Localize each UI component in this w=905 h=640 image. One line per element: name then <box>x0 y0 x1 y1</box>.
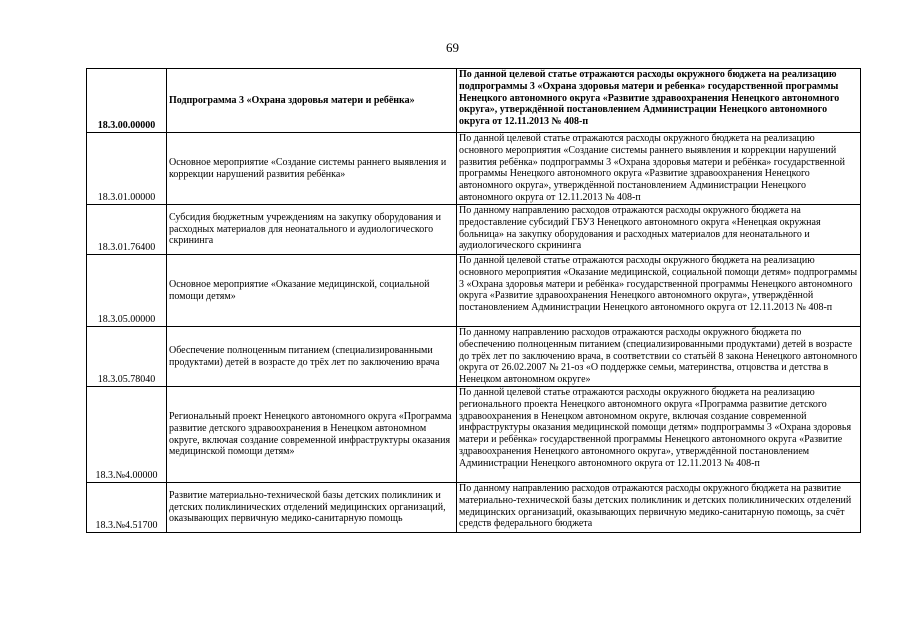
table-row <box>87 205 861 255</box>
page-number: 69 <box>446 40 459 55</box>
code-cell: 18.3.01.76400 <box>87 205 167 255</box>
name-cell: Обеспечение полноценным питанием (специализированными продуктами) детей в возрасте до трёх лет по заключению врача <box>167 327 457 387</box>
table-row <box>87 133 861 205</box>
name-cell: Подпрограмма 3 «Охрана здоровья матери и ребёнка» <box>167 69 457 133</box>
name-cell: Развитие материально-технической базы детских поликлиник и детских поликлинических отделений медицинских организаций, оказывающих первичную медико-санитарную помощь <box>167 483 457 533</box>
code-cell: 18.3.01.00000 <box>87 133 167 205</box>
table-row <box>87 483 861 533</box>
table-row <box>87 327 861 387</box>
description-cell: По данному направлению расходов отражаются расходы окружного бюджета на предоставление субсидий ГБУЗ Ненецкого автономного округа «Ненецкая окружная больница» на закупку оборудования и расходных материалов для неонатального и аудиологического скрининга <box>457 205 861 255</box>
description-cell: По данной целевой статье отражаются расходы окружного бюджета на реализацию регионального проекта Ненецкого автономного округа «Программа развитие детского здравоохранения в Ненецком автономном округе, включая создание современной инфраструктуры оказания медицинской помощи детям» подпрограммы 3 «Охрана здоровья матери и ребёнка» государственной программы Ненецкого автономного округа «Развитие здравоохранения Ненецкого автономного округа», утверждённой постановлением Администрации Ненецкого автономного округа от 12.11.2013 № 408-п <box>457 387 861 483</box>
name-cell: Субсидия бюджетным учреждениям на закупку оборудования и расходных материалов для неонатального и аудиологического скрининга <box>167 205 457 255</box>
code-cell: 18.3.№4.51700 <box>87 483 167 533</box>
table-row <box>87 387 861 483</box>
budget-classification-table <box>86 68 861 533</box>
table-row <box>87 69 861 133</box>
description-cell: По данному направлению расходов отражаются расходы окружного бюджета по обеспечению полноценным питанием (специализированными продуктами) детей в возрасте до трёх лет по заключению врача, в соответствии со статьёй 8 закона Ненецкого автономного округа от 26.02.2007 № 21-оз «О поддержке семьи, материнства, отцовства и детства в Ненецком автономном округе» <box>457 327 861 387</box>
code-cell: 18.3.№4.00000 <box>87 387 167 483</box>
table-row <box>87 255 861 327</box>
name-cell: Основное мероприятие «Оказание медицинской, социальной помощи детям» <box>167 255 457 327</box>
code-cell: 18.3.00.00000 <box>87 69 167 133</box>
description-cell: По данному направлению расходов отражаются расходы окружного бюджета на развитие материально-технической базы детских поликлиник и детских поликлинических отделений медицинских организаций, оказывающих первичную медико-санитарную помощь, за счёт средств федерального бюджета <box>457 483 861 533</box>
description-cell: По данной целевой статье отражаются расходы окружного бюджета на реализацию подпрограммы 3 «Охрана здоровья матери и ребенка» государственной программы Ненецкого автономного округа «Развитие здравоохранения Ненецкого автономного округа», утверждённой постановлением Администрации Ненецкого автономного округа от 12.11.2013 № 408-п <box>457 69 861 133</box>
name-cell: Региональный проект Ненецкого автономного округа «Программа развитие детского здравоохранения в Ненецком автономном округе, включая создание современной инфраструктуры оказания медицинской помощи детям» <box>167 387 457 483</box>
name-cell: Основное мероприятие «Создание системы раннего выявления и коррекции нарушений развития ребёнка» <box>167 133 457 205</box>
code-cell: 18.3.05.00000 <box>87 255 167 327</box>
code-cell: 18.3.05.78040 <box>87 327 167 387</box>
description-cell: По данной целевой статье отражаются расходы окружного бюджета на реализацию основного мероприятия «Оказание медицинской, социальной помощи детям» подпрограммы 3 «Охрана здоровья матери и ребёнка» государственной программы Ненецкого автономного округа «Развитие здравоохранения Ненецкого автономного округа», утверждённой постановлением Администрации Ненецкого автономного округа от 12.11.2013 № 408-п <box>457 255 861 327</box>
description-cell: По данной целевой статье отражаются расходы окружного бюджета на реализацию основного мероприятия «Создание системы раннего выявления и коррекции нарушений развития ребёнка» подпрограммы 3 «Охрана здоровья матери и ребёнка» государственной программы Ненецкого автономного округа «Развитие здравоохранения Ненецкого автономного округа», утверждённой постановлением Администрации Ненецкого автономного округа от 12.11.2013 № 408-п <box>457 133 861 205</box>
